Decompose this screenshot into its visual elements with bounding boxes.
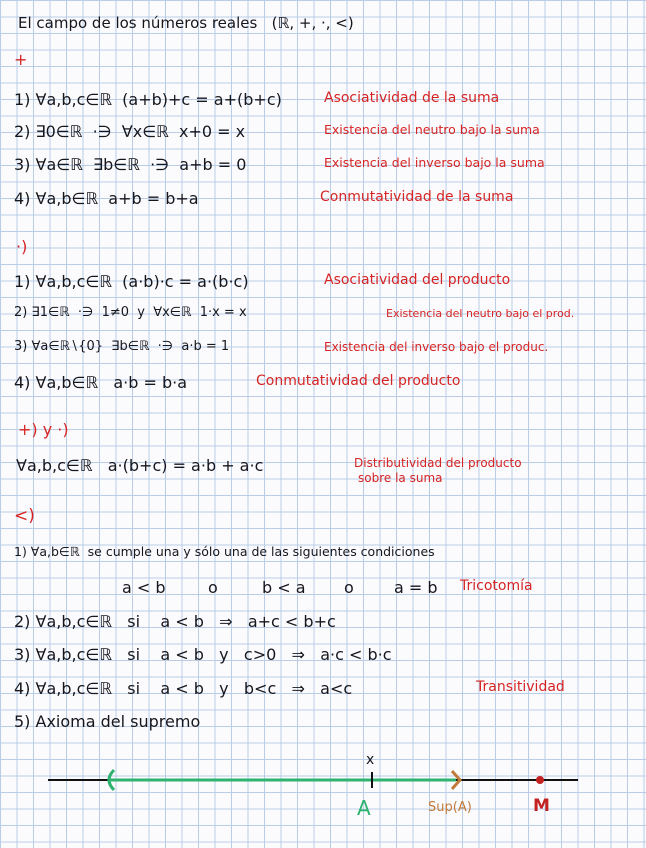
order-axiom-1: 1) ∀a,b∈ℝ se cumple una y sólo una de las siguientes condiciones — [14, 544, 435, 559]
trichotomy-b: b < a — [262, 578, 306, 597]
product-axiom-4-desc: Conmutatividad del producto — [256, 373, 461, 389]
order-axiom-5: 5) Axioma del supremo — [14, 712, 201, 731]
order-axiom-4-desc: Transitividad — [476, 679, 565, 695]
sum-axiom-1-desc: Asociatividad de la suma — [324, 90, 500, 106]
product-axiom-1: 1) ∀a,b,c∈ℝ (a·b)·c = a·(b·c) — [14, 272, 249, 291]
sum-axiom-4-desc: Conmutatividad de la suma — [320, 189, 514, 205]
trichotomy-c: a = b — [394, 578, 438, 597]
sum-axiom-3-desc: Existencia del inverso bajo la suma — [324, 155, 545, 170]
product-axiom-2: 2) ∃1∈ℝ ·∋ 1≠0 y ∀x∈ℝ 1·x = x — [14, 305, 247, 320]
sum-header: + — [14, 50, 28, 69]
sum-axiom-1: 1) ∀a,b,c∈ℝ (a+b)+c = a+(b+c) — [14, 90, 282, 109]
order-axiom-2: 2) ∀a,b,c∈ℝ si a < b ⇒ a+c < b+c — [14, 612, 336, 631]
x-label: x — [366, 752, 375, 768]
sum-axiom-4: 4) ∀a,b∈ℝ a+b = b+a — [14, 189, 199, 208]
distributive-axiom: ∀a,b,c∈ℝ a·(b+c) = a·b + a·c — [16, 456, 264, 475]
product-axiom-4: 4) ∀a,b∈ℝ a·b = b·a — [14, 373, 188, 392]
distributive-desc-line2: sobre la suma — [358, 471, 443, 485]
distributive-desc-line1: Distributividad del producto — [354, 456, 522, 470]
order-axiom-3: 3) ∀a,b,c∈ℝ si a < b y c>0 ⇒ a·c < b·c — [14, 645, 392, 664]
sum-axiom-3: 3) ∀a∈ℝ ∃b∈ℝ ·∋ a+b = 0 — [14, 155, 247, 174]
m-label: M — [533, 796, 550, 816]
product-axiom-2-desc: Existencia del neutro bajo el prod. — [386, 307, 575, 320]
product-axiom-3: 3) ∀a∈ℝ∖{0} ∃b∈ℝ ·∋ a·b = 1 — [14, 339, 230, 354]
order-header: <) — [14, 506, 35, 526]
sum-axiom-2-desc: Existencia del neutro bajo la suma — [324, 122, 540, 137]
distributive-header: +) y ·) — [18, 420, 69, 439]
page-title: El campo de los números reales (ℝ, +, ·, <) — [18, 14, 354, 32]
product-axiom-3-desc: Existencia del inverso bajo el produc. — [324, 340, 549, 354]
trichotomy-label: Tricotomía — [460, 578, 533, 594]
sum-axiom-2: 2) ∃0∈ℝ ·∋ ∀x∈ℝ x+0 = x — [14, 122, 246, 141]
m-point — [536, 776, 544, 784]
order-axiom-4: 4) ∀a,b,c∈ℝ si a < b y b<c ⇒ a<c — [14, 679, 353, 698]
set-a-label: A — [357, 796, 371, 820]
trichotomy-or-1: o — [208, 578, 218, 597]
sup-label: Sup(A) — [428, 800, 472, 815]
trichotomy-a: a < b — [122, 578, 166, 597]
trichotomy-or-2: o — [344, 578, 354, 597]
product-axiom-1-desc: Asociatividad del producto — [324, 272, 511, 288]
product-header: ·) — [16, 237, 28, 256]
